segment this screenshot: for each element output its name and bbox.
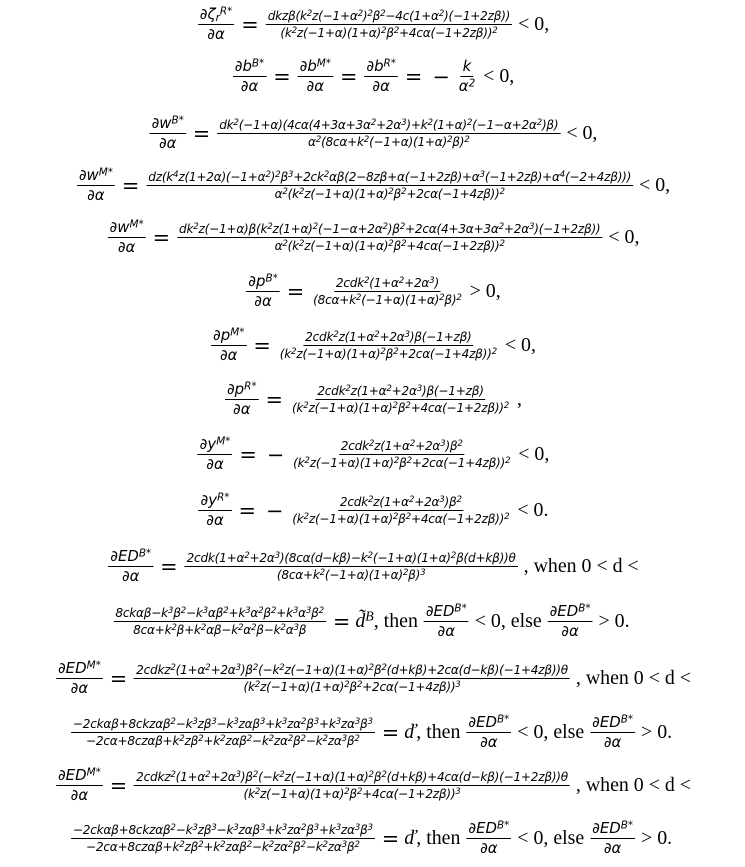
inequality-condition: < 0,: [608, 226, 640, 249]
denominator: ∂α: [207, 25, 225, 44]
denominator: $\alpha^2(8c\alpha+k^2(-1+\alpha)(1+\alpha)^2\beta)^2$: [308, 135, 470, 150]
numerator: $2cdk^2z(1+\alpha^2+2\alpha^3)\beta^2$: [338, 495, 464, 511]
equation-dwB: [3, 115, 743, 153]
derivative-lhs: [298, 58, 333, 96]
equation-dyM: [3, 436, 743, 474]
equation-dpB: [3, 273, 743, 311]
numerator: $\partial w^{M*}$: [108, 219, 146, 238]
denominator: ∂α: [372, 77, 390, 96]
derivative-lhs: [108, 548, 153, 586]
numerator: $\partial b^{B*}$: [233, 58, 267, 77]
equals-sign: =: [286, 279, 305, 304]
threshold-symbol: d̃$^B$: [355, 609, 374, 633]
denominator: $(k^2z(-1+\alpha)(1+\alpha)^2\beta^2+2c\alpha(-1+4z\beta))^3$: [243, 680, 461, 695]
equals-sign: =: [239, 442, 257, 467]
denominator: $\alpha^2(k^2z(-1+\alpha)(1+\alpha)^2\beta^2+4c\alpha(-1+2z\beta))^2$: [274, 239, 505, 254]
equals-sign: =: [241, 12, 259, 37]
then-text: , then: [373, 610, 418, 633]
minus-sign: −: [432, 64, 450, 89]
numerator: $\partial ED^{B*}$: [548, 603, 593, 622]
denominator: ∂α: [206, 455, 224, 474]
numerator: $2cdk^2z(1+\alpha^2+2\alpha^3)\beta(-1+z\beta)$: [315, 384, 485, 400]
denominator: ∂α: [219, 346, 238, 365]
equation-db: [3, 58, 743, 96]
inequality-condition: ,: [517, 388, 522, 411]
denominator: ∂α: [87, 186, 105, 205]
inequality-condition: < 0,: [518, 13, 550, 36]
numerator: $\partial ED^{B*}$: [590, 820, 635, 839]
derivative-compare: [590, 820, 635, 858]
equation-dEDM-1: [3, 660, 743, 698]
derivative-lhs: [150, 115, 186, 153]
equals-sign: =: [121, 173, 140, 198]
numerator: $\partial p^{B*}$: [246, 273, 280, 292]
equals-sign: =: [160, 554, 178, 579]
numerator: $\partial ED^{B*}$: [590, 714, 635, 733]
numerator: $\partial y^{R*}$: [199, 492, 232, 511]
equation-dEDB-cond: [3, 603, 743, 641]
equals-sign: =: [192, 121, 211, 146]
numerator: $dk^2z(-1+\alpha)\beta(k^2z(1+\alpha)^2(-1-\alpha+2\alpha^2)\beta^2+2c\alpha(4+3\alpha+3\alpha^2+2\alpha^3)(-1+2z\beta))$: [177, 222, 602, 238]
derivative-lhs: [199, 492, 232, 530]
denominator: ∂α: [206, 511, 224, 530]
denominator: $(k^2z(-1+\alpha)(1+\alpha)^2\beta^2+4c\alpha(-1+2z\beta))^2$: [292, 512, 510, 527]
numerator: $2cdk(1+\alpha^2+2\alpha^3)(8c\alpha(d-k\beta)-k^2(-1+\alpha)(1+\alpha)^2\beta(d+k\beta))\theta$: [185, 551, 518, 567]
derivative-lhs: [233, 58, 267, 96]
numerator: $\partial ED^{M*}$: [56, 660, 103, 679]
denominator: $(k^2z(-1+\alpha)(1+\alpha)^2\beta^2+2c\alpha(-1+4z\beta))^2$: [279, 347, 497, 362]
numerator: $8ck\alpha\beta-k^3\beta^2-k^3\alpha\beta^2+k^3\alpha^2\beta^2+k^3\alpha^3\beta^2$: [113, 606, 325, 622]
equals-sign: =: [381, 720, 400, 745]
derivative-rhs: [278, 330, 499, 361]
equation-dpR: [3, 381, 743, 419]
denominator: $(8c\alpha+k^2(-1+\alpha)(1+\alpha)^2\beta)^3$: [276, 568, 426, 583]
numerator: $\partial ED^{M*}$: [56, 767, 103, 786]
numerator: $\partial w^{B*}$: [150, 115, 186, 134]
equals-sign: =: [381, 826, 400, 851]
denominator: ∂α: [561, 622, 579, 641]
inequality-condition: , when 0 < d <: [575, 774, 691, 797]
numerator: $\partial b^{R*}$: [364, 58, 398, 77]
denominator: ∂α: [240, 77, 259, 96]
derivative-lhs: [364, 58, 398, 96]
derivative-lhs: [108, 219, 146, 257]
derivative-rhs: [134, 770, 570, 801]
numerator: $dz(k^4z(1+2\alpha)(-1+\alpha^2)^2\beta^3+2ck^2\alpha\beta(2-8z\beta+\alpha(-1+2z\beta)+\alpha^3(-1+2z\beta)+\alpha^4(-2+4z\beta)))$: [146, 170, 633, 186]
numerator: $\partial b^{M*}$: [298, 58, 333, 77]
derivative-compare: [590, 714, 635, 752]
derivative-rhs: [290, 384, 511, 415]
derivative-lhs: [198, 6, 235, 44]
denominator: $(k^2z(-1+\alpha)(1+\alpha)^2\beta^2+4c\alpha(-1+2z\beta))^3$: [243, 787, 461, 802]
derivative-compare: [548, 603, 593, 641]
denominator: $(k^2z(-1+\alpha)(1+\alpha)^2\beta^2+2c\alpha(-1+4z\beta))^2$: [293, 456, 511, 471]
threshold-symbol: ď: [404, 827, 417, 850]
numerator: $\partial ED^{B*}$: [108, 548, 153, 567]
equation-dwM-1: [3, 167, 743, 205]
then-text: , then: [416, 827, 461, 850]
denominator: ∂α: [306, 77, 325, 96]
numerator: $2cdk^2(1+\alpha^2+2\alpha^3)$: [334, 276, 441, 292]
derivative-lhs: [225, 381, 259, 419]
denominator: ∂α: [70, 786, 89, 805]
denominator: ∂α: [233, 400, 251, 419]
inequality-condition: < 0,: [518, 443, 550, 466]
denominator: $-2c\alpha+8cz\alpha\beta+k^2z\beta^2+k^2z\alpha\beta^2-k^2z\alpha^2\beta^2-k^2z\alpha^3\beta^2$: [86, 840, 360, 855]
inequality-condition: < 0.: [517, 499, 549, 522]
denominator: ∂α: [437, 622, 456, 641]
threshold-symbol: ď: [404, 721, 417, 744]
equals-sign: =: [332, 609, 351, 634]
equals-sign: =: [339, 64, 358, 89]
equals-sign: =: [404, 64, 423, 89]
derivative-rhs: [266, 9, 512, 40]
equals-sign: =: [109, 666, 128, 691]
derivative-lhs: [56, 767, 103, 805]
numerator: $2cdk^2z(1+\alpha^2+2\alpha^3)\beta^2$: [339, 439, 465, 455]
denominator: ∂α: [603, 839, 622, 858]
equation-dEDM-2-cond: [3, 820, 743, 858]
equals-sign: =: [238, 498, 256, 523]
derivative-rhs: [113, 606, 325, 637]
inequality-condition: , when 0 < d <: [523, 555, 639, 578]
denominator: $\alpha^2(k^2z(-1+\alpha)(1+\alpha)^2\beta^2+2c\alpha(-1+4z\beta))^2$: [274, 187, 505, 202]
numerator: $\partial w^{M*}$: [77, 167, 115, 186]
minus-sign: −: [265, 498, 284, 523]
derivative-rhs: [457, 58, 477, 96]
equals-sign: =: [265, 387, 284, 412]
derivative-lhs: [56, 660, 103, 698]
equation-dEDM-1-cond: [3, 714, 743, 752]
derivative-lhs: [211, 327, 246, 365]
relation-text: < 0, else: [517, 827, 585, 850]
numerator: $dk^2(-1+\alpha)(4c\alpha(4+3\alpha+3\alpha^2+2\alpha^3)+k^2(1+\alpha)^2(-1-\alpha+2\alpha^2)\beta)$: [217, 118, 560, 134]
numerator: $\partial y^{M*}$: [198, 436, 233, 455]
denominator: $8c\alpha+k^2\beta+k^2\alpha\beta-k^2\alpha^2\beta-k^2\alpha^3\beta$: [133, 623, 307, 638]
derivative-compare: [424, 603, 469, 641]
inequality-condition: < 0,: [566, 122, 598, 145]
derivative-lhs: [246, 273, 280, 311]
relation-text: > 0.: [641, 827, 673, 850]
denominator: $-2c\alpha+8cz\alpha\beta+k^2z\beta^2+k^2z\alpha\beta^2-k^2z\alpha^2\beta^2-k^2z\alpha^3\beta^2$: [86, 734, 360, 749]
numerator: $-2ck\alpha\beta+8ckz\alpha\beta^2-k^3z\beta^3-k^3z\alpha\beta^3+k^3z\alpha^2\beta^3+k^3z\alpha^3\beta^3$: [71, 823, 375, 839]
denominator: ∂α: [603, 733, 622, 752]
numerator: $2cdk^2z(1+\alpha^2+2\alpha^3)\beta(-1+z\beta)$: [303, 330, 473, 346]
denominator: ∂α: [480, 839, 498, 858]
denominator: ∂α: [254, 292, 272, 311]
derivative-rhs: [311, 276, 463, 307]
numerator: $\partial p^{M*}$: [211, 327, 246, 346]
equation-dpM: [3, 327, 743, 365]
denominator: $(k^2z(-1+\alpha)(1+\alpha)^2\beta^2+4c\alpha(-1+2z\beta))^2$: [291, 401, 510, 416]
derivative-rhs: [146, 170, 633, 201]
inequality-condition: < 0,: [483, 65, 515, 88]
equation-dzeta-r: [3, 6, 743, 44]
derivative-rhs: [134, 663, 570, 694]
derivative-rhs: [290, 495, 511, 526]
inequality-condition: > 0,: [469, 280, 501, 303]
derivative-compare: [466, 714, 511, 752]
numerator: $\partial ED^{B*}$: [424, 603, 469, 622]
equation-dEDM-2: [3, 767, 743, 805]
derivative-rhs: [71, 823, 375, 854]
equation-dEDB: [3, 548, 743, 586]
denominator: $\alpha^2$: [458, 77, 476, 96]
equation-dyR: [3, 492, 743, 530]
relation-text: < 0, else: [474, 610, 542, 633]
denominator: ∂α: [480, 733, 498, 752]
derivative-compare: [466, 820, 511, 858]
derivative-lhs: [77, 167, 115, 205]
numerator: $\partial ED^{B*}$: [466, 820, 511, 839]
denominator: ∂α: [117, 238, 136, 257]
inequality-condition: < 0,: [504, 334, 536, 357]
derivative-rhs: [185, 551, 518, 582]
denominator: $(8c\alpha+k^2(-1+\alpha)(1+\alpha)^2\beta)^2$: [313, 293, 462, 308]
equation-dwM-2: [3, 219, 743, 257]
relation-text: < 0, else: [517, 721, 585, 744]
derivative-rhs: [177, 222, 602, 253]
inequality-condition: < 0,: [639, 174, 671, 197]
denominator: ∂α: [70, 679, 89, 698]
derivative-rhs: [71, 717, 375, 748]
numerator: $\partial p^{R*}$: [225, 381, 259, 400]
equals-sign: =: [273, 64, 291, 89]
numerator: $dkz\beta(k^2z(-1+\alpha^2)^2\beta^2-4c(1+\alpha^2)(-1+2z\beta))$: [266, 9, 512, 25]
numerator: $2cdkz^2(1+\alpha^2+2\alpha^3)\beta^2(-k^2z(-1+\alpha)(1+\alpha)^2\beta^2(d+k\beta)+2c\alpha(d-k\beta)(-1+4z\beta))\theta$: [134, 663, 570, 679]
derivative-rhs: [217, 118, 560, 149]
denominator: ∂α: [121, 567, 140, 586]
then-text: , then: [416, 721, 461, 744]
equals-sign: =: [253, 333, 271, 358]
numerator: $2cdkz^2(1+\alpha^2+2\alpha^3)\beta^2(-k^2z(-1+\alpha)(1+\alpha)^2\beta^2(d+k\beta)+4c\alpha(d-k\beta)(-1+2z\beta))\theta$: [134, 770, 570, 786]
denominator: $(k^2z(-1+\alpha)(1+\alpha)^2\beta^2+4c\alpha(-1+2z\beta))^2$: [280, 26, 498, 41]
equals-sign: =: [152, 225, 171, 250]
numerator: $-2ck\alpha\beta+8ckz\alpha\beta^2-k^3z\beta^3-k^3z\alpha\beta^3+k^3z\alpha^2\beta^3+k^3z\alpha^3\beta^3$: [71, 717, 375, 733]
minus-sign: −: [266, 442, 285, 467]
relation-text: > 0.: [641, 721, 673, 744]
derivative-lhs: [198, 436, 233, 474]
numerator: k: [461, 58, 474, 77]
denominator: ∂α: [158, 134, 177, 153]
numerator: $\partial ED^{B*}$: [466, 714, 511, 733]
equals-sign: =: [109, 773, 128, 798]
derivative-rhs: [291, 439, 512, 470]
inequality-condition: , when 0 < d <: [575, 667, 691, 690]
numerator: $\partial\zeta_r^{R*}$: [199, 5, 233, 25]
relation-text: > 0.: [598, 610, 630, 633]
